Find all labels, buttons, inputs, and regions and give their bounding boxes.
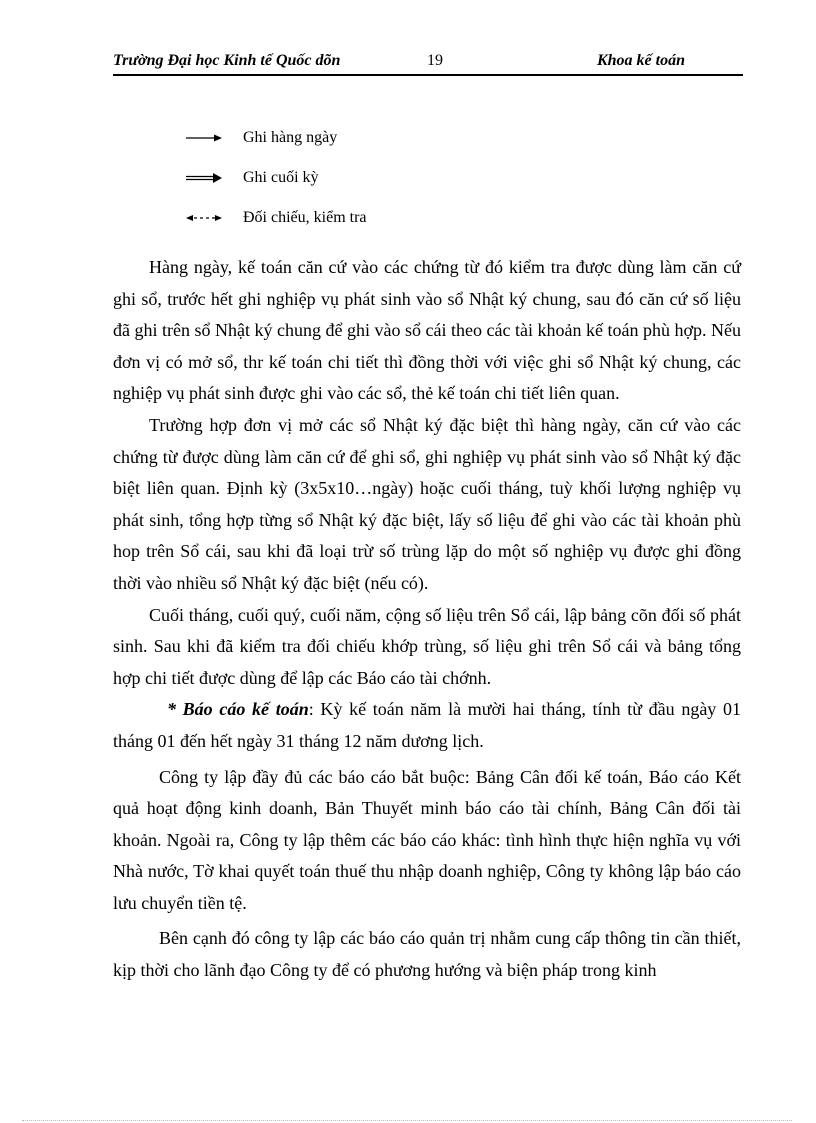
double-arrow-icon (185, 171, 223, 185)
header-faculty: Khoa kế toán (596, 52, 685, 69)
footer-divider (22, 1120, 792, 1121)
legend-label: Đối chiếu, kiểm tra (243, 209, 367, 226)
legend-label: Ghi cuối kỳ (243, 169, 319, 186)
paragraph-report (113, 694, 741, 757)
thin-arrow-icon (185, 131, 223, 145)
paragraph: Cuối tháng, cuối quý, cuối năm, cộng số liệu trên Sổ cái, lập bảng cõn đối số phát sinh. Sau khi đã kiểm tra đối chiếu khớp trùng, số liệu ghi trên Sổ cái và bảng tổng hợp chi tiết được dùng để lập các Báo cáo tài chớnh. (113, 604, 741, 688)
header-university: Trường Đại học Kinh tế Quốc dõn (113, 52, 341, 69)
report-heading: * Báo cáo kế toán (167, 699, 309, 720)
paragraph: Công ty lập đầy đủ các báo cáo bắt buộc: Bảng Cân đối kế toán, Báo cáo Kết quả hoạt động kinh doanh, Bản Thuyết minh báo cáo tài chính, Bảng Cân đối tài khoản. Ngoài ra, Công ty lập thêm các báo cáo khác: tình hình thực hiện nghĩa vụ với Nhà nước, Tờ khai quyết toán thuế thu nhập doanh nghiệp, Công ty không lập báo cáo lưu chuyển tiền tệ. (113, 766, 741, 913)
paragraph: Trường hợp đơn vị mở các sổ Nhật ký đặc biệt thì hàng ngày, căn cứ vào các chứng từ được dùng làm căn cứ để ghi sổ, ghi nghiệp vụ phát sinh vào sổ Nhật ký đặc biệt liên quan. Định kỳ (3x5x10…ngày) hoặc cuối tháng, tuỳ khối lượng nghiệp vụ phát sinh, tổng hợp từng sổ Nhật ký đặc biệt, lấy số liệu để ghi vào các tài khoản phù hop trên Sổ cái, sau khi đã loại trừ số trùng lặp do một số nghiệp vụ được ghi đồng thời vào nhiều sổ Nhật ký đặc biệt (nếu có). (113, 414, 741, 593)
paragraph: Hàng ngày, kế toán căn cứ vào các chứng từ đó kiểm tra được dùng làm căn cứ ghi sổ, trước hết ghi nghiệp vụ phát sinh vào sổ Nhật ký chung, sau đó căn cứ số liệu đã ghi trên sổ Nhật ký chung để ghi vào sổ cái theo các tài khoản kế toán phù hợp. Nếu đơn vị có mở sổ, thr kế toán chi tiết thì đồng thời với việc ghi sổ Nhật ký chung, các nghiệp vụ phát sinh được ghi vào các sổ, thẻ kế toán chi tiết liên quan. (113, 257, 741, 404)
dashed-double-arrow-icon (185, 211, 223, 225)
page-header (113, 50, 743, 76)
legend-item (185, 198, 585, 238)
paragraph: Bên cạnh đó công ty lập các báo cáo quản trị nhằm cung cấp thông tin cần thiết, kịp thời cho lãnh đạo Công ty để có phương hướng và biện pháp trong kinh (113, 928, 741, 981)
legend-label: Ghi hàng ngày (243, 129, 338, 146)
report-text: : Kỳ kế toán năm là mười hai tháng, tính từ đầu ngày 01 tháng 01 đến hết ngày 31 tháng 12 năm dương lịch. (113, 699, 741, 751)
body-text (113, 252, 741, 987)
legend-item (185, 118, 585, 158)
legend-item (185, 158, 585, 198)
diagram-legend (185, 118, 585, 238)
header-page-number: 19 (427, 52, 443, 69)
